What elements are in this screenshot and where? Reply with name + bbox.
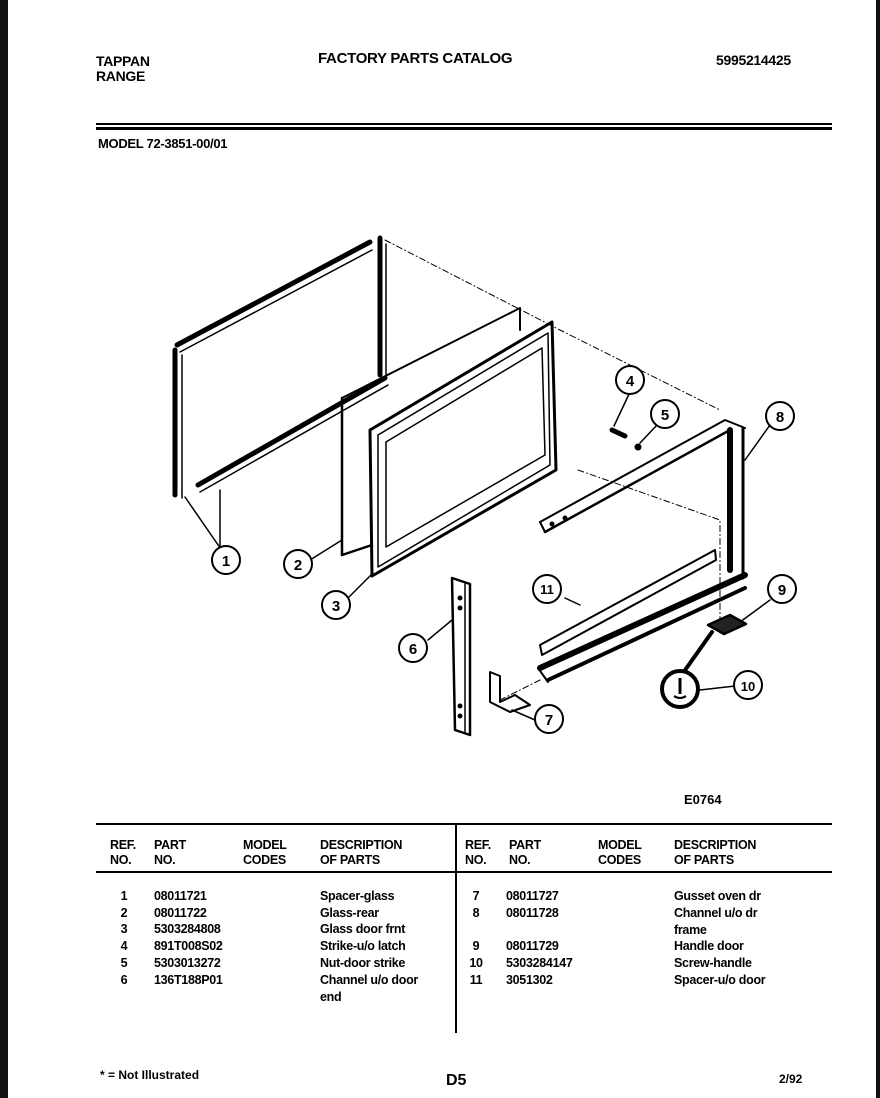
callout-6 (399, 634, 427, 662)
header-desc-left: DESCRIPTION OF PARTS (320, 838, 403, 867)
header-model-right: MODEL CODES (598, 838, 642, 867)
header-part-left: PART NO. (154, 838, 186, 867)
table-header-rule (96, 871, 832, 873)
callout-7 (535, 705, 563, 733)
figure-code: E0764 (684, 792, 722, 807)
svg-text:7: 7 (544, 712, 554, 729)
part-6-channel-door-end (428, 578, 470, 735)
part-7-gusset (490, 672, 535, 720)
svg-text:6: 6 (408, 641, 418, 658)
callout-9 (768, 575, 796, 603)
callout-8 (766, 402, 794, 430)
footnote: * = Not Illustrated (100, 1068, 200, 1082)
revision-date: 2/92 (779, 1072, 803, 1086)
svg-text:11: 11 (540, 582, 554, 597)
brand-line-2: RANGE (96, 68, 146, 84)
callout-4 (616, 366, 644, 394)
svg-text:4: 4 (625, 373, 635, 390)
svg-text:5: 5 (660, 407, 670, 424)
part-4-5-strike-nut (612, 392, 657, 450)
catalog-title: FACTORY PARTS CATALOG (318, 50, 513, 67)
part-8-channel-frame (540, 420, 770, 578)
callout-5 (651, 400, 679, 428)
svg-text:3: 3 (331, 598, 341, 615)
part-9-handle-door (708, 600, 770, 634)
model-number: 72-3851-00/01 (146, 136, 228, 151)
callout-11 (533, 575, 561, 603)
header-ref-right: REF. NO. (465, 838, 491, 867)
header-desc-right: DESCRIPTION OF PARTS (674, 838, 757, 867)
callout-1 (212, 546, 240, 574)
page-number: D5 (446, 1072, 467, 1089)
header-ref-left: REF. NO. (110, 838, 136, 867)
header-model-left: MODEL CODES (243, 838, 287, 867)
part-2-glass-rear (310, 308, 520, 560)
svg-text:2: 2 (293, 557, 303, 574)
header-part-right: PART NO. (509, 838, 541, 867)
catalog-number: 5995214425 (716, 52, 791, 68)
screw-detail-circle (662, 671, 698, 707)
callout-3 (322, 591, 350, 619)
table-top-rule (96, 823, 832, 825)
brand-line-1: TAPPAN (96, 53, 150, 69)
callouts (212, 366, 796, 733)
callout-10 (734, 671, 762, 699)
part-1-spacer-glass (175, 238, 388, 555)
svg-text:8: 8 (775, 409, 785, 426)
model-label: MODEL (98, 136, 144, 151)
part-11-spacer (538, 550, 745, 682)
svg-text:1: 1 (221, 553, 231, 570)
svg-text:9: 9 (777, 582, 787, 599)
table-center-divider (455, 823, 457, 1033)
callout-2 (284, 550, 312, 578)
svg-text:10: 10 (740, 679, 756, 694)
